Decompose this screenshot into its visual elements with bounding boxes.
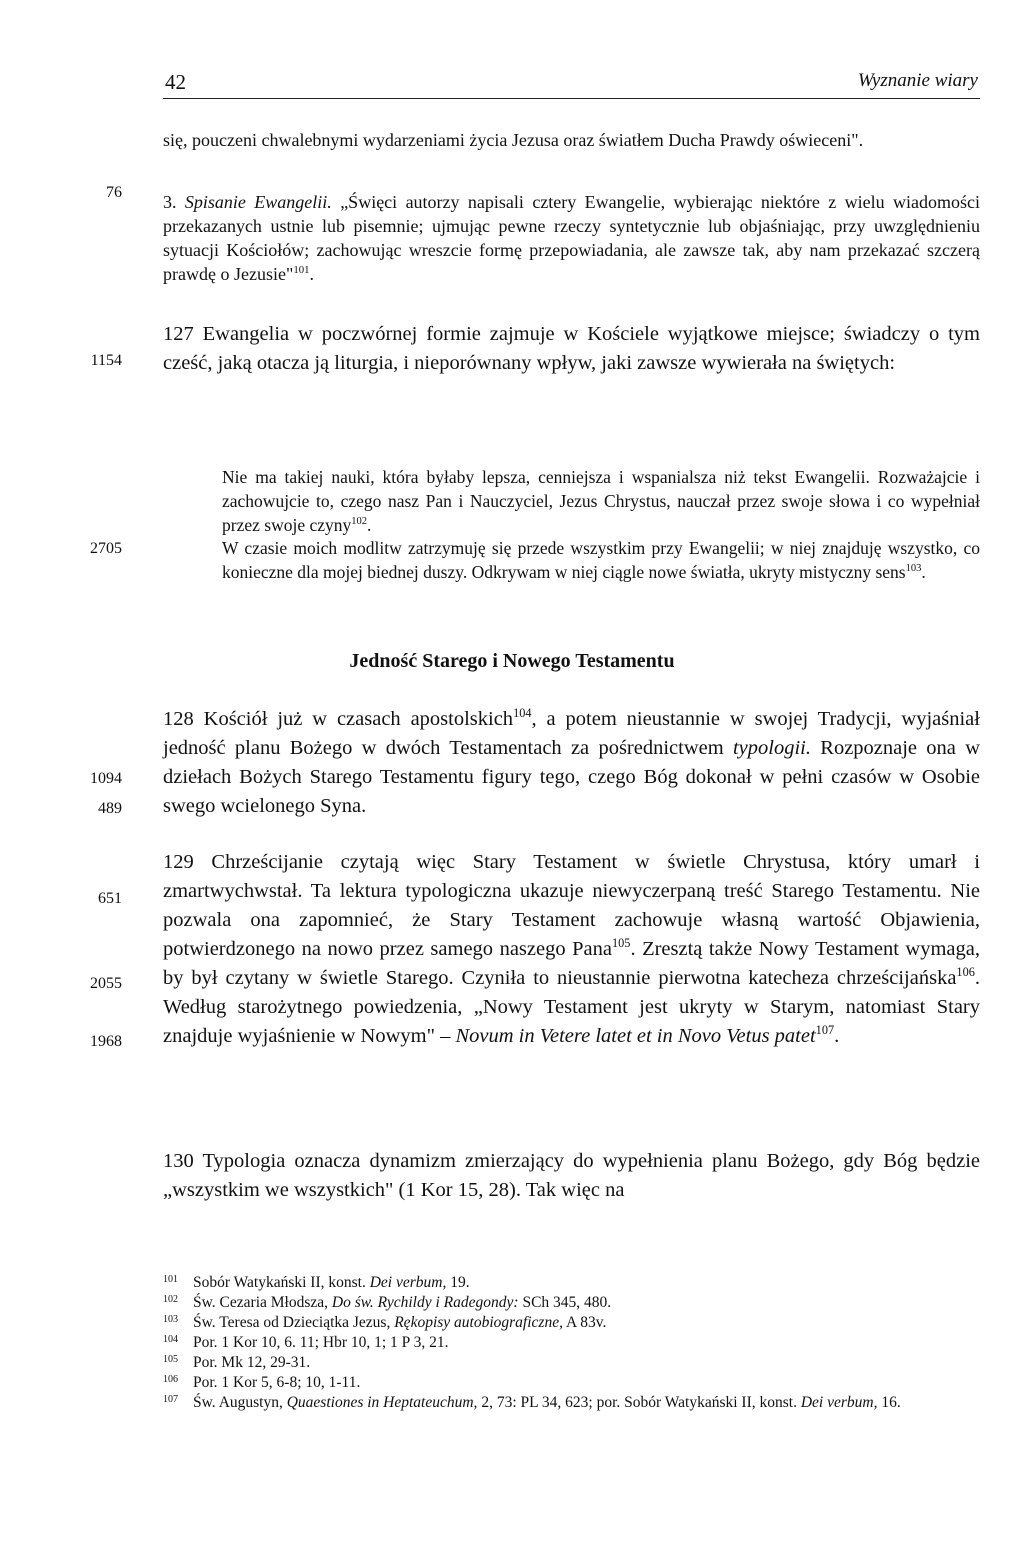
footnote-text: Por. 1 Kor 5, 6-8; 10, 1-11.: [193, 1374, 361, 1391]
footnote-text: Por. 1 Kor 10, 6. 11; Hbr 10, 1; 1 P 3, 21.: [193, 1334, 449, 1351]
footnote-text: 16.: [877, 1394, 901, 1411]
footnote-text: Św. Teresa od Dzieciątka Jezus,: [193, 1314, 395, 1331]
paragraph-128: [163, 705, 980, 821]
footnote-text: A 83v.: [562, 1314, 607, 1331]
footnote: [163, 1273, 980, 1293]
note-ref: 102: [351, 516, 367, 528]
footnote-text: Św. Augustyn,: [193, 1394, 287, 1411]
note-ref: 103: [905, 563, 922, 575]
page-number: 42: [165, 70, 186, 94]
footnote-text: Por. Mk 12, 29-31.: [193, 1354, 311, 1371]
quote-block: [222, 536, 980, 584]
margin-ref: 489: [98, 800, 122, 817]
footnote: [163, 1313, 980, 1333]
footnote-text: SCh 345, 480.: [518, 1294, 612, 1311]
note-ref: 105: [611, 936, 631, 951]
footnote-title: Quaestiones in Heptateuchum,: [286, 1394, 478, 1411]
para-emphasis: Novum in Vetere latet et in Novo Vetus patet: [455, 1025, 816, 1047]
footnote-title: Rękopisy autobiograficzne,: [394, 1314, 563, 1331]
margin-ref: 1154: [90, 352, 122, 369]
item-text: „Święci autorzy napisali cztery Ewangelie, wybierając niektóre z wielu wiadomości przekazanych ustnie lub pisemnie; ujmując pewne rzeczy syntetycznie lub objaśniając, przy uwzględnieniu sytuacji Kościołów; zachowując wreszcie formę przepowiadania, ale zawsze tak, aby nam przekazać szczerą prawdę o Jezusie": [163, 192, 980, 284]
paragraph-spisanie: [163, 190, 980, 286]
running-title: Wyznanie wiary: [857, 70, 978, 91]
note-ref: 104: [513, 706, 532, 721]
footnote-number: 107: [163, 1394, 178, 1405]
item-end: .: [309, 264, 315, 284]
para-text: Rozpoznaje ona w dziełach Bożych Starego Testamentu figury tego, czego Bóg dokonał w pełni czasów w Osobie swego wcielonego Syna.: [163, 737, 980, 817]
paragraph-130: 130 Typologia oznacza dynamizm zmierzający do wypełnienia planu Bożego, gdy Bóg będzie „wszystkim we wszystkich" (1 Kor 15, 28). Tak więc na: [163, 1150, 980, 1201]
footnote-number: 106: [163, 1374, 178, 1385]
footnote-text: 19.: [446, 1274, 470, 1291]
footnote-number: 105: [163, 1354, 178, 1365]
footnote-number: 102: [163, 1294, 178, 1305]
footnote: [163, 1333, 980, 1353]
footnotes: [163, 1273, 980, 1413]
margin-ref: 2055: [90, 975, 122, 992]
footnote-title: Do św. Rychildy i Radegondy:: [331, 1294, 519, 1311]
para-text: 128 Kościół już w czasach apostolskich: [163, 708, 514, 730]
margin-ref: 1094: [90, 770, 122, 787]
quote-text: W czasie moich modlitw zatrzymuję się przede wszystkim przy Ewangelii; w niej znajduję wszystko, co konieczne dla mojej biednej duszy. Odkrywam w niej ciągle nowe światła, ukryty mistyczny sens: [222, 538, 980, 582]
note-ref: 107: [815, 1023, 835, 1038]
footnote-number: 103: [163, 1314, 178, 1325]
margin-ref: 651: [98, 890, 122, 907]
para-text: . Według starożytnego powiedzenia, „Nowy Testament jest ukryty w Starym, natomiast Stary znajduje wyjaśnienie w Nowym" –: [163, 967, 980, 1047]
para-text: , a potem nieustannie w swojej Tradycji, wyjaśniał jedność planu Bożego w dwóch Testamentach za pośrednictwem: [163, 708, 980, 759]
footnote: [163, 1373, 980, 1393]
footnote-number: 104: [163, 1334, 178, 1345]
quote-block: [222, 465, 980, 537]
footnote: [163, 1393, 980, 1413]
page-header: [163, 66, 980, 99]
paragraph-continuation: się, pouczeni chwalebnymi wydarzeniami życia Jezusa oraz światłem Ducha Prawdy oświeceni".: [163, 130, 864, 150]
para-text: .: [834, 1025, 840, 1047]
footnote: [163, 1293, 980, 1313]
para-text: . Zresztą także Nowy Testament wymaga, by był czytany w świetle Starego. Czyniła to nieustannie pierwotna katecheza chrześcijańska: [163, 938, 981, 989]
footnote-title: Dei verbum,: [369, 1274, 447, 1291]
quote-end: .: [921, 562, 926, 582]
footnote-number: 101: [163, 1274, 178, 1285]
paragraph-127: 127 Ewangelia w poczwórnej formie zajmuje w Kościele wyjątkowe miejsce; świadczy o tym cześć, jaką otacza ją liturgia, i nieporównany wpływ, jaki zawsze wywierała na świętych:: [163, 323, 980, 374]
section-heading: Jedność Starego i Nowego Testamentu: [349, 650, 675, 672]
footnote-title: Dei verbum,: [800, 1394, 878, 1411]
para-emphasis: typologii.: [732, 737, 811, 759]
margin-ref: 1968: [90, 1033, 122, 1050]
quote-text: Nie ma takiej nauki, która byłaby lepsza, cenniejsza i wspanialsza niż tekst Ewangelii. Rozważajcie i zachowujcie to, czego nasz Pan i Nauczyciel, Jezus Chrystus, nauczał przez swoje słowa i co wypełniał przez swoje czyny: [222, 467, 980, 535]
paragraph-129: [163, 848, 980, 1051]
margin-ref: 76: [106, 184, 122, 201]
item-number: 3.: [163, 192, 185, 212]
footnote: [163, 1353, 980, 1373]
note-ref: 101: [293, 264, 310, 276]
note-ref: 106: [956, 965, 975, 980]
footnote-text: Sobór Watykański II, konst.: [193, 1274, 370, 1291]
margin-ref: 2705: [90, 540, 122, 557]
item-heading: Spisanie Ewangelii.: [184, 192, 332, 212]
footnote-text: Św. Cezaria Młodsza,: [193, 1294, 332, 1311]
quote-end: .: [367, 515, 372, 535]
para-text: 129 Chrześcijanie czytają więc Stary Testament w świetle Chrystusa, który umarł i zmartwychwstał. Ta lektura typologiczna ukazuje niewyczerpaną treść Starego Testamentu. Nie pozwala ona zapomnieć, że Stary Testament zachowuje własną wartość Objawienia, potwierdzonego na nowo przez samego naszego Pana: [163, 851, 980, 960]
footnote-text: 2, 73: PL 34, 623; por. Sobór Watykański II, konst.: [477, 1394, 801, 1411]
